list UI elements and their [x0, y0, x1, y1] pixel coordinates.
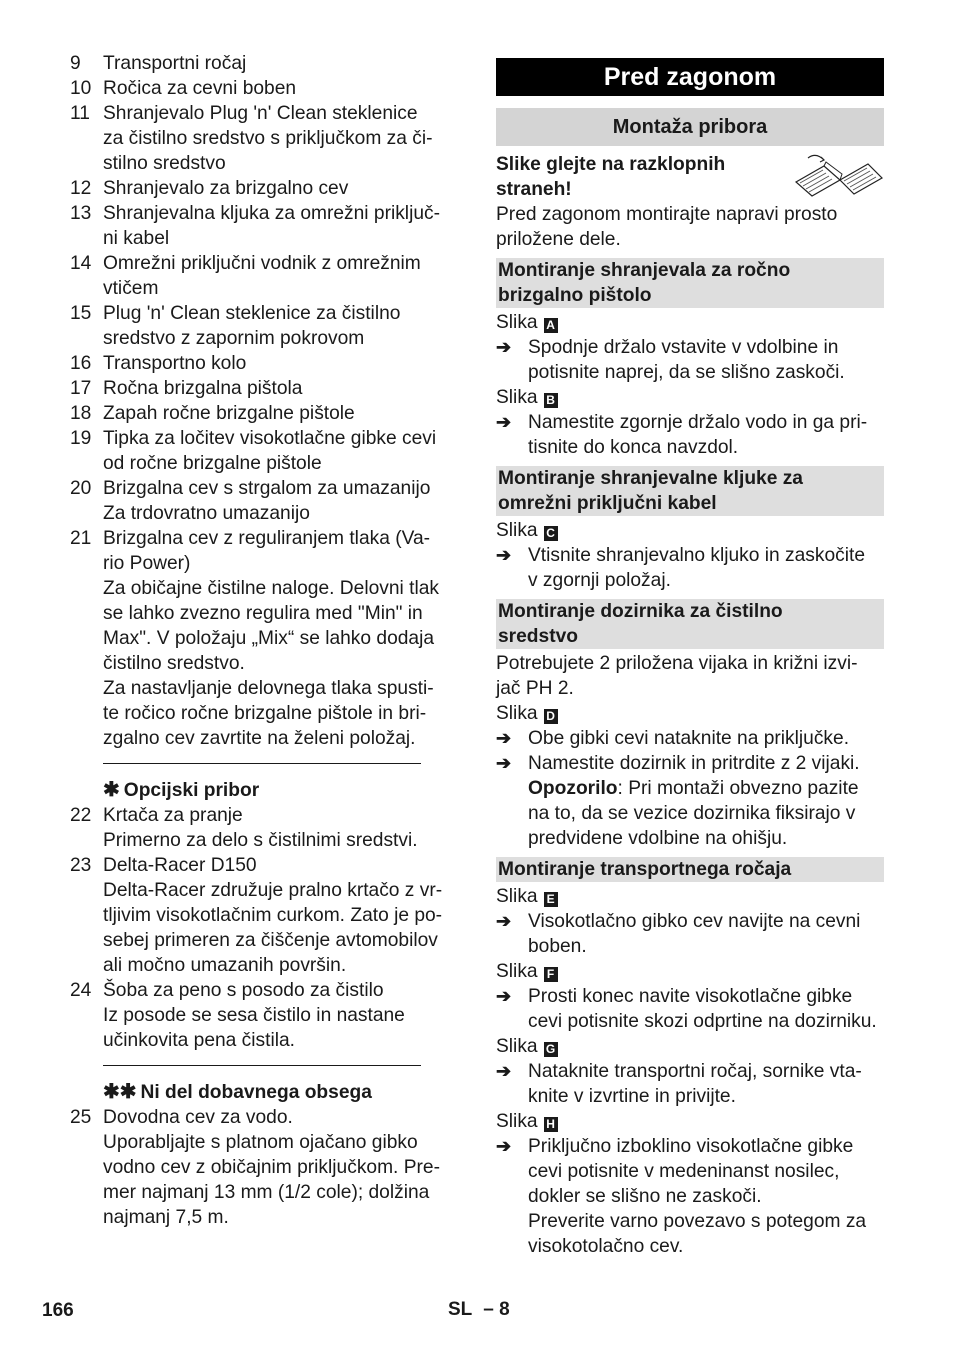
item-line: Shranjevalo Plug 'n' Clean steklenice	[103, 103, 418, 124]
item-line: vtičem	[103, 278, 159, 299]
figure-label: Slika	[496, 387, 538, 408]
figure-reference	[496, 884, 884, 909]
section-heading-line: omrežni priključni kabel	[498, 493, 717, 514]
item-line: mer najmanj 13 mm (1/2 cole); dolžina	[103, 1182, 430, 1203]
arrow-icon: ➔	[496, 1136, 512, 1156]
parts-list	[70, 51, 460, 751]
list-item	[70, 101, 460, 176]
item-number: 11	[70, 103, 90, 124]
step-line: potisnite naprej, da se slišno zaskoči.	[528, 362, 845, 383]
item-line: Delta-Racer združuje pralno krtačo z vr-	[103, 880, 443, 901]
footer-section	[448, 1297, 510, 1322]
item-text	[103, 526, 460, 751]
list-item	[70, 853, 460, 978]
list-item	[70, 526, 460, 751]
intro-bold-line: straneh!	[496, 179, 572, 200]
item-number: 24	[70, 980, 92, 1001]
item-text	[103, 426, 460, 476]
figure-reference	[496, 1109, 884, 1134]
divider	[103, 763, 421, 764]
star-icon: ✱	[103, 779, 120, 801]
item-line: Za običajne čistilne naloge. Delovni tlak	[103, 578, 439, 599]
figure-reference	[496, 310, 884, 335]
step-line: Namestite dozirnik in pritrdite z 2 vijaki.	[528, 753, 860, 774]
intro-text-line: Pred zagonom montirajte napravi prosto	[496, 204, 838, 225]
item-text	[103, 401, 460, 426]
figure-label: Slika	[496, 520, 538, 541]
step-line: Visokotlačno gibko cev navijte na cevni	[528, 911, 861, 932]
section-heading	[496, 857, 884, 882]
list-item	[70, 351, 460, 376]
item-line: sredstvo z zapornim pokrovom	[103, 328, 365, 349]
item-number: 17	[70, 378, 92, 399]
step-line: Priključno izboklino visokotlačne gibke	[528, 1136, 854, 1157]
warning-line: na to, da se vezice dozirnika fiksirajo v	[528, 803, 856, 824]
instruction-step	[496, 543, 884, 593]
figure-reference	[496, 385, 884, 410]
figure-label: Slika	[496, 703, 538, 724]
list-item	[70, 251, 460, 301]
optional-list	[70, 803, 460, 1053]
item-number: 18	[70, 403, 92, 424]
item-line: Brizgalna cev s strgalom za umazanijo	[103, 478, 431, 499]
figure-label: Slika	[496, 886, 538, 907]
item-line: Uporabljajte s platnom ojačano gibko	[103, 1132, 418, 1153]
step-line: tisnite do konca navzdol.	[528, 437, 739, 458]
warning-line: predvidene vdolbine na ohišju.	[528, 828, 788, 849]
item-line: Max". V položaju „Mix“ se lahko dodaja	[103, 628, 435, 649]
warning-text: : Pri montaži obvezno pazite	[617, 778, 859, 799]
item-number: 16	[70, 353, 92, 374]
step-line: dokler se slišno ne zaskoči.	[528, 1186, 762, 1207]
list-item	[70, 426, 460, 476]
step-line: v zgornji položaj.	[528, 570, 671, 591]
intro-bold-line: Slike glejte na razklopnih	[496, 154, 726, 175]
step-text	[528, 726, 884, 751]
item-text	[103, 51, 460, 76]
section-heading-line: sredstvo	[498, 626, 578, 647]
item-text	[103, 978, 460, 1053]
list-item	[70, 201, 460, 251]
item-line: tljivim visokotlačnim curkom. Zato je po-	[103, 905, 443, 926]
section-text: jač PH 2.	[496, 678, 574, 699]
warning-label: Opozorilo	[528, 778, 618, 799]
arrow-icon: ➔	[496, 728, 512, 748]
step-text	[528, 751, 884, 776]
arrow-icon: ➔	[496, 911, 512, 931]
item-text	[103, 251, 460, 301]
item-text	[103, 101, 460, 176]
arrow-icon: ➔	[496, 545, 512, 565]
step-line: Namestite zgornje držalo vodo in ga pri-	[528, 412, 868, 433]
figure-reference	[496, 959, 884, 984]
figure-reference	[496, 701, 884, 726]
item-text	[103, 201, 460, 251]
step-text	[528, 909, 884, 959]
step-line: cevi potisnite v medeninanst nosilec,	[528, 1161, 840, 1182]
subsection-title: Montaža pribora	[496, 108, 884, 146]
item-line: Primerno za delo s čistilnimi sredstvi.	[103, 830, 418, 851]
arrow-icon: ➔	[496, 986, 512, 1006]
list-item	[70, 1105, 460, 1230]
step-line: Preverite varno povezavo s potegom za	[528, 1211, 867, 1232]
item-line: Ročica za cevni boben	[103, 78, 297, 99]
item-number: 22	[70, 805, 92, 826]
warning-first-line	[528, 776, 884, 801]
instruction-step	[496, 751, 884, 776]
section-heading	[496, 599, 884, 649]
figure-reference	[496, 1034, 884, 1059]
item-line: te ročico ročne brizgalne pištole in bri-	[103, 703, 427, 724]
item-line: ni kabel	[103, 228, 170, 249]
section-heading-line: Montiranje dozirnika za čistilno	[498, 601, 783, 622]
section-text: Potrebujete 2 priložena vijaka in križni izvi-	[496, 653, 858, 674]
item-line: Brizgalna cev z reguliranjem tlaka (Va-	[103, 528, 431, 549]
figure-label: Slika	[496, 1036, 538, 1057]
language-code: SL	[448, 1299, 472, 1320]
item-line: Shranjevalna kljuka za omrežni priključ-	[103, 203, 440, 224]
section-heading-line: Montiranje shranjevalne kljuke za	[498, 468, 803, 489]
item-line: se lahko zvezno regulira med "Min" in	[103, 603, 423, 624]
list-item	[70, 401, 460, 426]
step-line: Nataknite transportni ročaj, sornike vta-	[528, 1061, 862, 1082]
step-line: boben.	[528, 936, 587, 957]
page-number: 166	[42, 1300, 74, 1321]
instruction-step	[496, 335, 884, 385]
step-text	[528, 1134, 884, 1259]
item-line: Transportni ročaj	[103, 53, 247, 74]
item-line: zgalno cev zavrtite na želeni položaj.	[103, 728, 416, 749]
arrow-icon: ➔	[496, 337, 512, 357]
item-line: Plug 'n' Clean steklenice za čistilno	[103, 303, 401, 324]
instruction-step	[496, 726, 884, 751]
step-line: Vtisnite shranjevalno kljuko in zaskočite	[528, 545, 866, 566]
step-text	[528, 543, 884, 593]
item-number: 15	[70, 303, 92, 324]
double-star-icon: ✱✱	[103, 1081, 137, 1103]
section-heading	[496, 466, 884, 516]
not-included-list	[70, 1105, 460, 1230]
item-line: Krtača za pranje	[103, 805, 243, 826]
item-line: od ročne brizgalne pištole	[103, 453, 322, 474]
item-line: Dovodna cev za vodo.	[103, 1107, 293, 1128]
intro	[496, 152, 884, 252]
item-line: rio Power)	[103, 553, 191, 574]
section-heading-line: Montiranje transportnega ročaja	[498, 859, 792, 880]
step-text	[528, 335, 884, 385]
item-line: Delta-Racer D150	[103, 855, 257, 876]
figure-letter-icon: B	[544, 393, 558, 408]
figure-reference	[496, 518, 884, 543]
item-number: 25	[70, 1107, 92, 1128]
item-text	[103, 176, 460, 201]
arrow-icon: ➔	[496, 412, 512, 432]
intro-text-line: priložene dele.	[496, 229, 621, 250]
item-line: Transportno kolo	[103, 353, 247, 374]
item-line: stilno sredstvo	[103, 153, 226, 174]
item-text	[103, 301, 460, 351]
step-line: knite v izvrtine in privijte.	[528, 1086, 736, 1107]
figure-label: Slika	[496, 961, 538, 982]
item-line: vodno cev z običajnim priključkom. Pre-	[103, 1157, 440, 1178]
list-item	[70, 803, 460, 853]
figure-letter-icon: E	[544, 892, 558, 907]
left-column	[70, 51, 460, 1230]
list-item	[70, 76, 460, 101]
step-line: visokotolačno cev.	[528, 1236, 684, 1257]
arrow-icon: ➔	[496, 753, 512, 773]
open-book-icon	[794, 152, 884, 202]
right-column	[496, 58, 884, 1259]
item-line: Omrežni priključni vodnik z omrežnim	[103, 253, 421, 274]
figure-label: Slika	[496, 1111, 538, 1132]
item-number: 19	[70, 428, 92, 449]
list-item	[70, 176, 460, 201]
list-item	[70, 376, 460, 401]
step-text	[528, 984, 884, 1034]
figure-letter-icon: C	[544, 526, 558, 541]
sections	[496, 258, 884, 1259]
item-text	[103, 476, 460, 526]
item-number: 14	[70, 253, 92, 274]
step-text	[528, 410, 884, 460]
item-number: 10	[70, 78, 92, 99]
item-number: 12	[70, 178, 92, 199]
item-number: 21	[70, 528, 92, 549]
list-item	[70, 978, 460, 1053]
item-number: 9	[70, 53, 81, 74]
item-line: Tipka za ločitev visokotlačne gibke cevi	[103, 428, 437, 449]
item-line: Shranjevalo za brizgalno cev	[103, 178, 349, 199]
item-number: 23	[70, 855, 92, 876]
step-text	[528, 1059, 884, 1109]
item-text	[103, 376, 460, 401]
item-line: Za trdovratno umazanijo	[103, 503, 310, 524]
instruction-step	[496, 410, 884, 460]
step-line: Spodnje držalo vstavite v vdolbine in	[528, 337, 839, 358]
instruction-step	[496, 1059, 884, 1109]
item-text	[103, 853, 460, 978]
item-line: čistilno sredstvo.	[103, 653, 245, 674]
instruction-step	[496, 1134, 884, 1259]
divider	[103, 1065, 421, 1066]
section-title: Pred zagonom	[496, 58, 884, 96]
figure-letter-icon: D	[544, 709, 558, 724]
instruction-step	[496, 984, 884, 1034]
item-line: Šoba za peno s posodo za čistilo	[103, 980, 384, 1001]
step-line: Prosti konec navite visokotlačne gibke	[528, 986, 853, 1007]
list-item	[70, 476, 460, 526]
arrow-icon: ➔	[496, 1061, 512, 1081]
item-line: Za nastavljanje delovnega tlaka spusti-	[103, 678, 434, 699]
item-line: ali močno umazanih površin.	[103, 955, 347, 976]
not-included-heading: ✱✱ Ni del dobavnega obsega	[103, 1081, 372, 1103]
item-text	[103, 1105, 460, 1230]
item-line: učinkovita pena čistila.	[103, 1030, 295, 1051]
section-heading-line: brizgalno pištolo	[498, 285, 652, 306]
item-line: Ročna brizgalna pištola	[103, 378, 303, 399]
item-text	[103, 351, 460, 376]
section-heading	[496, 258, 884, 308]
item-line: najmanj 7,5 m.	[103, 1207, 229, 1228]
figure-letter-icon: F	[544, 967, 558, 982]
item-line: sebej primeren za čiščenje avtomobilov	[103, 930, 438, 951]
item-text	[103, 803, 460, 853]
figure-letter-icon: A	[544, 318, 558, 333]
optional-accessories-heading: ✱ Opcijski pribor	[103, 779, 260, 801]
item-line: Zapah ročne brizgalne pištole	[103, 403, 355, 424]
section-heading-line: Montiranje shranjevala za ročno	[498, 260, 791, 281]
item-number: 13	[70, 203, 92, 224]
figure-letter-icon: H	[544, 1117, 558, 1132]
item-line: za čistilno sredstvo s priključkom za či-	[103, 128, 433, 149]
list-item	[70, 301, 460, 351]
warning-note	[528, 776, 884, 851]
list-item	[70, 51, 460, 76]
step-line: Obe gibki cevi nataknite na priključke.	[528, 728, 850, 749]
item-line: Iz posode se sesa čistilo in nastane	[103, 1005, 405, 1026]
item-number: 20	[70, 478, 92, 499]
instruction-step	[496, 909, 884, 959]
figure-label: Slika	[496, 312, 538, 333]
item-text	[103, 76, 460, 101]
section-number: – 8	[483, 1299, 510, 1320]
figure-letter-icon: G	[544, 1042, 558, 1057]
step-line: cevi potisnite skozi odprtine na dozirniku.	[528, 1011, 877, 1032]
